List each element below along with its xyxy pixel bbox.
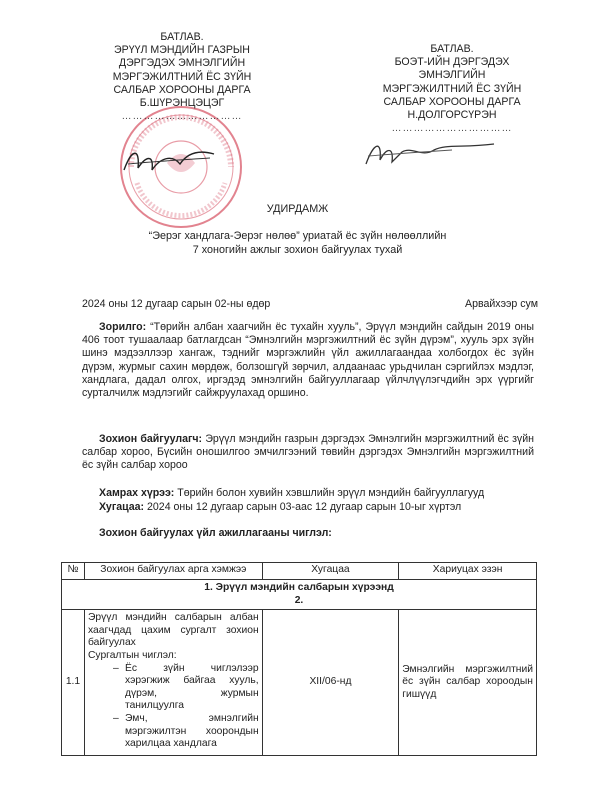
scope-label: Хамрах хүрээ: — [99, 487, 175, 499]
duration-line — [99, 501, 539, 514]
subtitle-line: 7 хоногийн ажлыг зохион байгуулах тухай — [192, 244, 403, 256]
document-title: УДИРДАМЖ — [266, 203, 329, 215]
organizer-label: Зохион байгуулагч: — [99, 433, 203, 445]
signature-line-right: …………………………… — [391, 123, 513, 135]
row-activity — [84, 610, 262, 756]
approval-left-line: ЭРҮҮЛ МЭНДИЙН ГАЗРЫН — [114, 44, 250, 57]
organizer-paragraph — [82, 433, 534, 473]
header-owner: Хариуцах эзэн — [399, 563, 537, 580]
goal-text: “Төрийн албан хаагчийн ёс тухайн хууль”, Эрүүл мэндийн сайдын 2019 оны 406 тоот тушаалаар батлагдсан “Эмнэлгийн мэргэжилтний ёс зүйн дүрэм”, хууль эрх зүйн шинэ мэдээллээр хангаж, тэднийг мэргэжлийн үйл ажиллагаандаа холбогдох ёс зүйн дүрэм, журмыг сахин мөрдөж, болзошгүй зөрчил, алдаанаас урьдчилан сэргийлэх мэдлэг, хандлага, дадал олгох, иргэдэд эмнэлгийн байгууллагаар үйлчлүүлэгчдийн эрх үүргийг сурталчилж мэдлэгийг сайжруулахад оршино. — [82, 321, 534, 400]
approval-right — [370, 43, 534, 135]
signature-right — [362, 138, 502, 170]
approval-right-line: ЭМНЭЛГИЙН — [418, 69, 486, 82]
approval-left-line: ДЭРГЭДЭХ ЭМНЭЛГИЙН — [118, 57, 246, 70]
approval-left — [100, 31, 264, 123]
row-owner: Эмнэлгийн мэргэжилтний ёс зүйн салбар хороодын гишүүд — [399, 610, 537, 756]
activity-sub-label: Сургалтын чиглэл: — [87, 649, 177, 661]
approval-left-line: БАТЛАВ. — [160, 31, 204, 43]
organizer-text: Эрүүл мэндийн газрын дэргэдэх Эмнэлгийн мэргэжилтний ёс зүйн салбар хороо, Бүсийн оношилгоо эмчилгээний төвийн дэргэдэх Эмнэлгийн мэргэжилтний ёс зүйн салбар хороо — [82, 433, 534, 472]
section-line: 1. Эрүүл мэндийн салбарын хүрээнд — [204, 582, 394, 593]
approval-right-line: САЛБАР ХОРООНЫ ДАРГА — [383, 95, 521, 108]
table-section-row — [62, 580, 537, 610]
approval-right-line: БАТЛАВ. — [430, 43, 474, 55]
approval-left-line: САЛБАР ХОРООНЫ ДАРГА — [113, 83, 251, 96]
row-number: 1.1 — [62, 610, 85, 756]
scope-line — [99, 487, 539, 500]
header-activity: Зохион байгуулах арга хэмжээ — [84, 563, 262, 580]
subtitle-line: “Эерэг хандлага-Эерэг нөлөө” уриатай ёс зүйн нөлөөллийн — [148, 230, 447, 242]
goal-label: Зорилго: — [99, 321, 147, 333]
approval-right-line: МЭРГЭЖИЛТНИЙ ЁС ЗҮЙН — [382, 82, 522, 95]
duration-label: Хугацаа: — [99, 501, 145, 513]
duration-text: 2024 оны 12 дугаар сарын 03-аас 12 дугаар сарын 10-ыг хүртэл — [144, 501, 462, 513]
document-subtitle — [0, 229, 595, 257]
approval-right-line: БОЭТ-ИЙН ДЭРГЭДЭХ — [394, 56, 510, 69]
approval-right-signer: Н.ДОЛГОРСҮРЭН — [407, 109, 497, 122]
activities-heading-text: Зохион байгуулах үйл ажиллагааны чиглэл: — [99, 527, 332, 539]
goal-paragraph — [82, 321, 534, 400]
table-header-row — [62, 563, 537, 580]
activity-intro: Эрүүл мэндийн салбарын албан хаагчдад цахим сургалт зохион байгуулах — [87, 612, 259, 649]
document-date: 2024 оны 12 дугаар сарын 02-ны өдөр — [82, 298, 271, 310]
section-line: 2. — [294, 594, 304, 606]
document-place: Арвайхээр сум — [465, 298, 538, 310]
header-time: Хугацаа — [262, 563, 399, 580]
header-number: № — [62, 563, 85, 580]
activities-table — [61, 562, 537, 756]
list-item: – Эмч, эмнэлгийн мэргэжилтэн хоорондын харилцаа хандлага — [125, 713, 259, 751]
activities-heading — [99, 527, 539, 540]
approval-left-line: МЭРГЭЖИЛТНИЙ ЁС ЗҮЙН — [112, 70, 252, 83]
list-item: – Ёс зүйн чиглэлээр хэрэгжиж байгаа хууль, дүрэм, журмын танилцуулга — [125, 663, 259, 713]
activity-list — [88, 663, 259, 751]
section-title — [62, 580, 537, 610]
table-row — [62, 610, 537, 756]
signature-left — [118, 144, 218, 178]
signature-line-left: …………………………… — [121, 111, 243, 123]
approval-left-signer: Б.ШҮРЭНЦЭЦЭГ — [139, 97, 225, 110]
row-time: XII/06-нд — [262, 610, 399, 756]
scope-text: Төрийн болон хувийн хэвшлийн эрүүл мэндийн байгууллагууд — [174, 487, 485, 499]
